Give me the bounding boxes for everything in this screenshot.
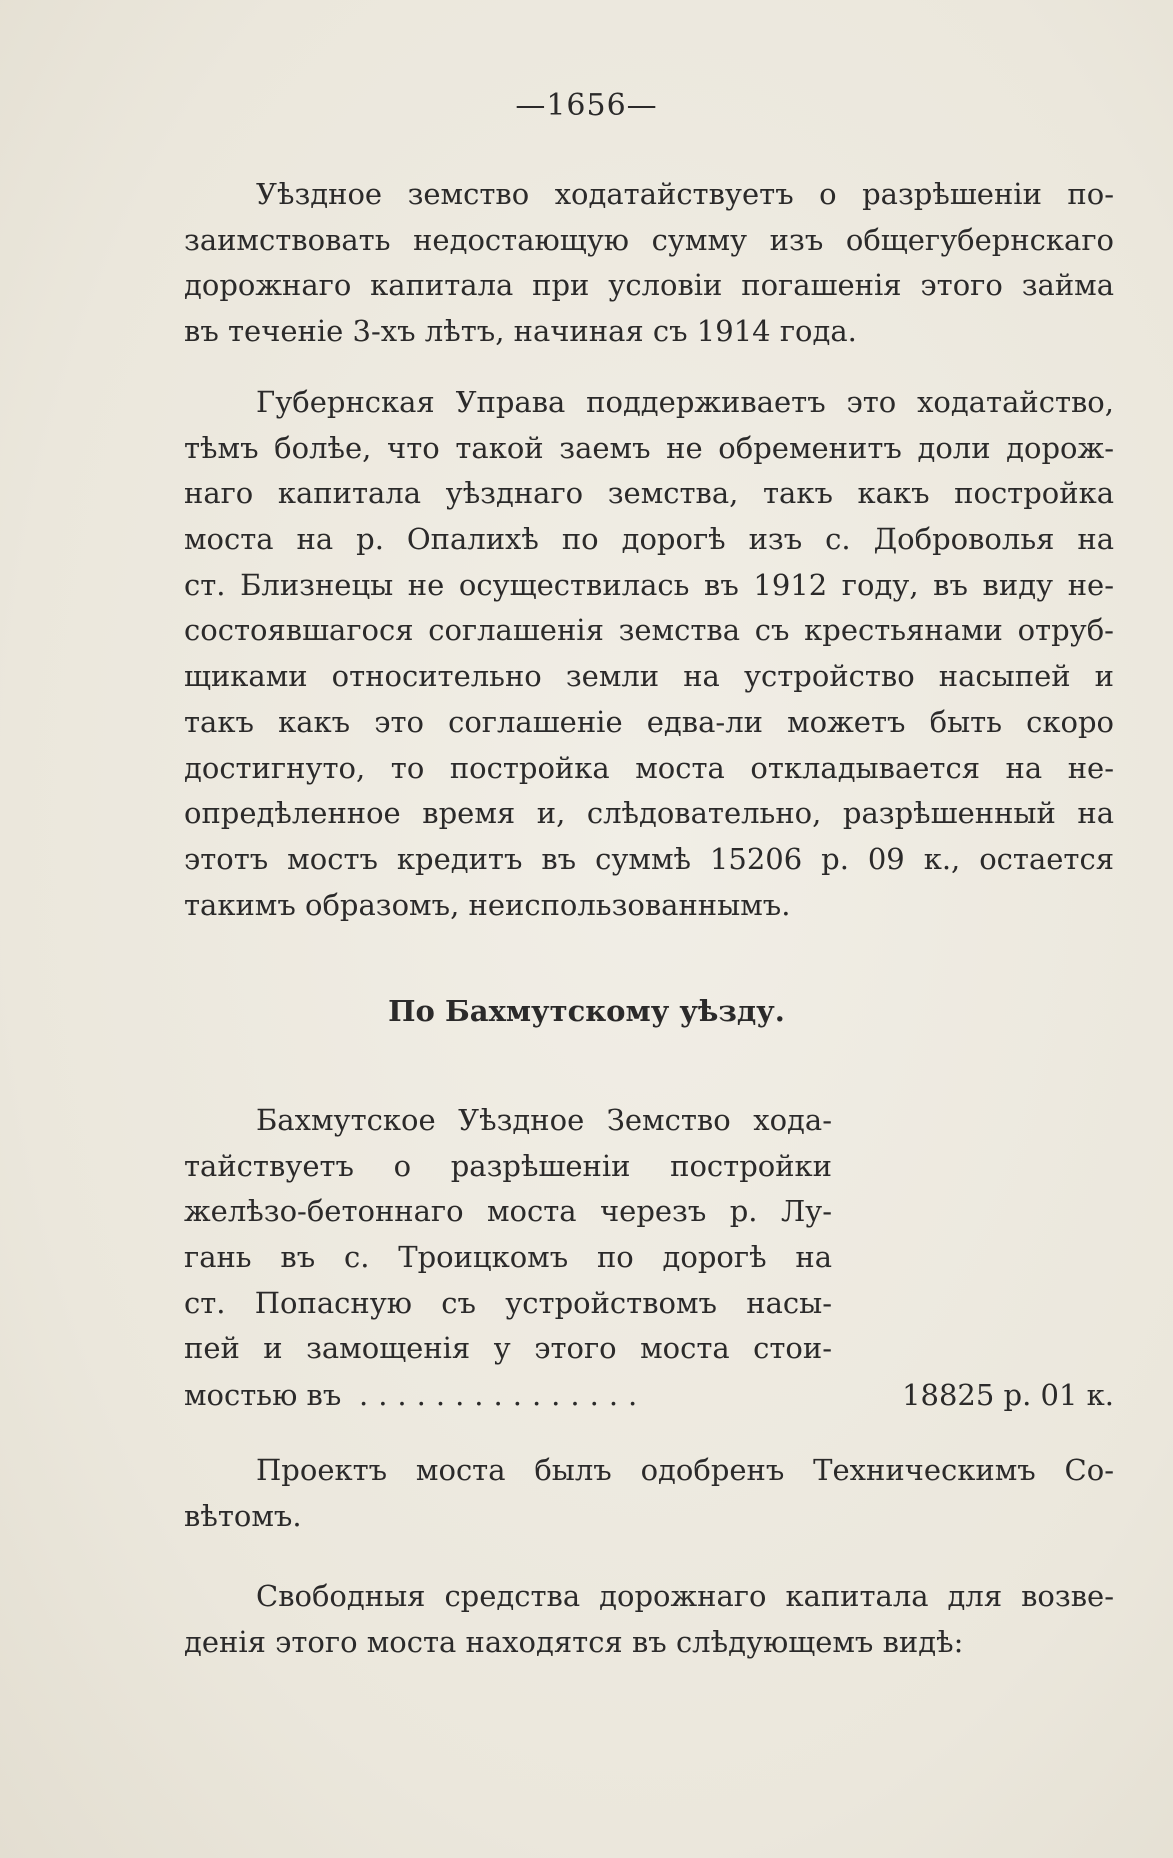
text-line: тайствуетъ о разрѣшеніи постройки [184, 1148, 832, 1183]
text-line: такимъ образомъ, неиспользованнымъ. [184, 887, 791, 922]
text-line: этотъ мостъ кредитъ въ суммѣ 15206 р. 09 к., остается [184, 841, 1114, 876]
text-line: Уѣздное земство ходатайствуетъ о разрѣшеніи по- [256, 177, 1114, 211]
text-line: ст. Близнецы не осуществилась въ 1912 году, въ виду не- [184, 567, 1114, 602]
paragraph-project-approved [184, 1448, 1114, 1539]
paragraph-free-funds [184, 1574, 1114, 1665]
text-line: опредѣленное время и, слѣдовательно, разрѣшенный на [184, 796, 1114, 831]
page-number: —1656— [515, 88, 658, 123]
cost-amount: 18825 р. 01 к. [902, 1378, 1114, 1412]
text-line: щиками относительно земли на устройство насыпей и [184, 659, 1114, 694]
text-line: Проектъ моста былъ одобренъ Техническимъ Со- [256, 1453, 1114, 1487]
text-line: состоявшагося соглашенія земства съ крестьянами отруб- [184, 613, 1114, 648]
text-line: заимствовать недостающую сумму изъ общегубернскаго [184, 222, 1114, 257]
text-line: вѣтомъ. [184, 1498, 302, 1533]
text-line: желѣзо-бетоннаго моста черезъ р. Лу- [184, 1194, 832, 1229]
text-line: наго капитала уѣзднаго земства, такъ какъ постройка [184, 476, 1114, 511]
text-line: дорожнаго капитала при условіи погашенія этого займа [184, 268, 1114, 303]
text-line: достигнуто, то постройка моста откладывается на не- [184, 750, 1114, 785]
paragraph-loan-request [184, 172, 1114, 355]
text-line: Свободныя средства дорожнаго капитала для возве- [256, 1579, 1114, 1613]
cost-amount-row [184, 1372, 1114, 1418]
text-line: моста на р. Опалихѣ по дорогѣ изъ с. Доброволья на [184, 522, 1114, 557]
text-line: гань въ с. Троицкомъ по дорогѣ на [184, 1240, 832, 1275]
paragraph-bakhmut-request [184, 1098, 832, 1372]
text-line: Губернская Управа поддерживаетъ это ходатайство, [256, 385, 1114, 419]
cost-label: мостью въ [184, 1378, 342, 1412]
dot-leader: ............... [359, 1378, 648, 1412]
text-line: ст. Попасную съ устройствомъ насы- [184, 1285, 832, 1320]
section-heading: По Бахмутскому уѣзду. [388, 994, 785, 1028]
text-line: денія этого моста находятся въ слѣдующемъ видѣ: [184, 1624, 964, 1659]
text-line: тѣмъ болѣе, что такой заемъ не обременитъ доли дорож- [184, 430, 1114, 465]
text-line: въ теченіе 3-хъ лѣтъ, начиная съ 1914 года. [184, 314, 857, 349]
text-line: пей и замощенія у этого моста стои- [184, 1331, 832, 1366]
text-line: такъ какъ это соглашеніе едва-ли можетъ быть скоро [184, 704, 1114, 739]
paragraph-board-support [184, 380, 1114, 928]
text-line: Бахмутское Уѣздное Земство хода- [256, 1103, 832, 1137]
